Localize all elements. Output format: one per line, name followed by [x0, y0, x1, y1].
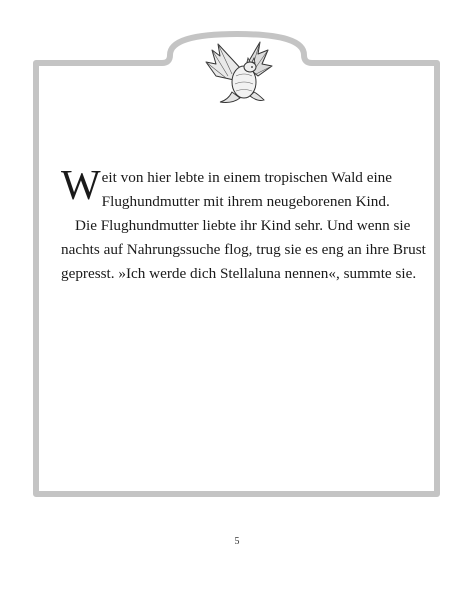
story-text [61, 163, 429, 286]
paragraph-2: Die Flughundmutter liebte ihr Kind sehr. Und wenn sie nachts auf Nahrungssuche flog, trug sie es eng an ihre Brust gepresst. »Ich werde dich Stellaluna nennen«, summte sie. [61, 217, 426, 282]
bat-icon [198, 36, 278, 108]
paragraph-1-text: eit von hier lebte in einem tropischen Wald eine Flughundmutter mit ihrem neugeborenen Kind. [101, 169, 392, 210]
drop-cap: W [61, 163, 101, 209]
paragraph-1 [61, 163, 429, 214]
page-number: 5 [234, 536, 240, 547]
